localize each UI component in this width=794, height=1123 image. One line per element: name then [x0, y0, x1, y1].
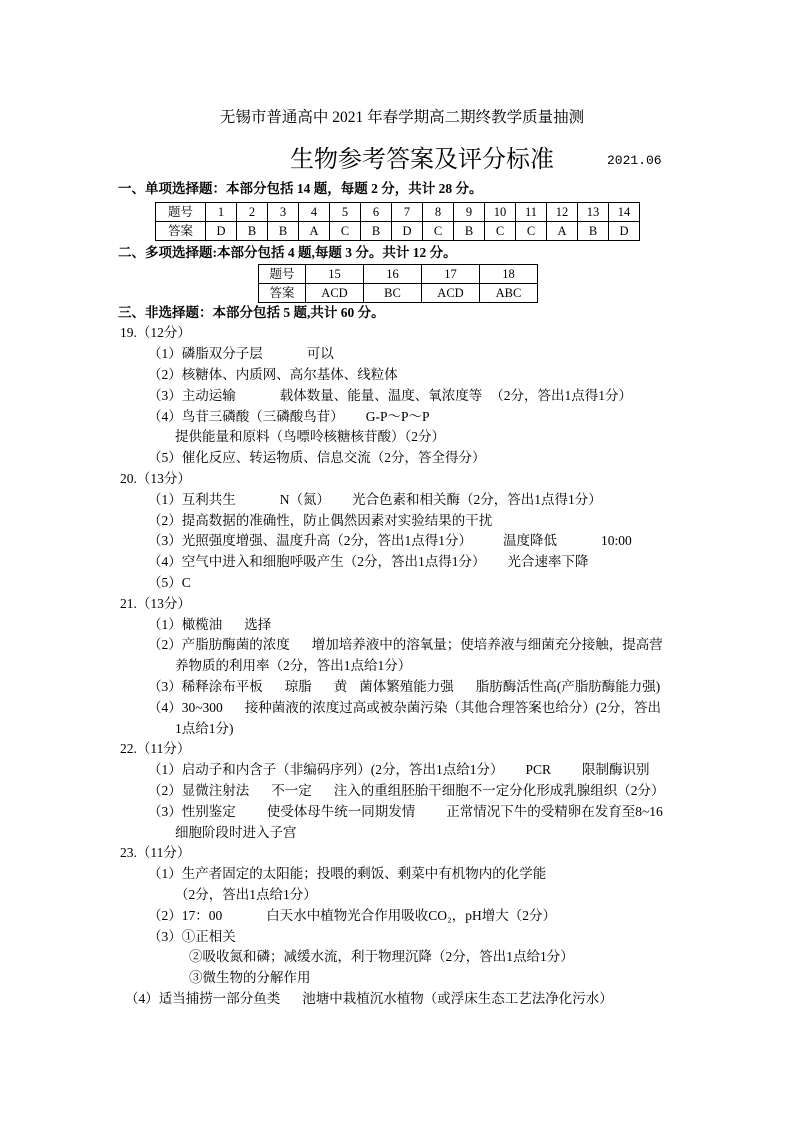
question-number-cell: 6 [361, 203, 392, 222]
question-number-cell: 15 [306, 265, 364, 284]
answer-text: （4）鸟苷三磷酸（三磷酸鸟苷） [148, 408, 344, 424]
answer-text: 载体数量、能量、温度、氧浓度等 [279, 387, 483, 403]
answer-cell: C [485, 222, 516, 241]
answer-text: （1）磷脂双分子层 [148, 346, 263, 362]
answer-text: （4）30~300 [148, 699, 223, 715]
answer-cell: D [392, 222, 423, 241]
answer-text: （3）光照强度增强、温度升高（2分，答出1点得1分） [148, 533, 472, 549]
answer-cell: B [578, 222, 609, 241]
answer-text: 注入的重组胚胎干细胞不一定分化形成乳腺组织（2分） [333, 782, 665, 798]
question-header-20: 20.（13分） [120, 470, 191, 486]
question-number-cell: 14 [609, 203, 640, 222]
answer-line [0, 490, 794, 511]
question-number-cell: 16 [364, 265, 422, 284]
answer-continuation-line [0, 968, 794, 989]
answer-text: （5）C [148, 574, 191, 590]
document-date: 2021.06 [607, 153, 662, 168]
answer-text: 10:00 [601, 533, 632, 549]
answer-text: 提供能量和原料（鸟嘌呤核糖核苷酸）（2分） [175, 429, 445, 445]
row-label-cell: 题号 [156, 203, 206, 222]
answer-text: PCR [525, 762, 552, 778]
answer-text: ③微生物的分解作用 [189, 970, 311, 986]
row-label-cell: 答案 [156, 222, 206, 241]
answer-text: （2）产脂肪酶菌的浓度 [148, 637, 290, 653]
answer-text: 细胞阶段时进入子宫 [175, 824, 297, 840]
answer-text: 白天水中植物光合作用吸收CO₂，pH增大（2分） [266, 907, 556, 923]
answer-text: G-P～P～P [365, 408, 430, 424]
answer-text: （4）适当捕捞一部分鱼类 [125, 990, 281, 1006]
answer-cell: C [330, 222, 361, 241]
answer-text: （1）启动子和内含子（非编码序列）(2分，答出1点给1分） [148, 762, 504, 778]
scoring-note: （2分，答出1点得1分） [490, 387, 632, 403]
answer-line [0, 573, 794, 594]
answer-continuation-line [0, 656, 794, 677]
section-heading-free-response: 三、非选择题：本部分包括 5 题,共计 60 分。 [118, 304, 385, 320]
answer-line [0, 344, 794, 365]
answer-cell: B [454, 222, 485, 241]
answer-text: （2）提高数据的准确性，防止偶然因素对实验结果的干扰 [148, 512, 493, 528]
answer-line [0, 448, 794, 469]
question-number-cell: 12 [547, 203, 578, 222]
answer-cell: B [237, 222, 268, 241]
answer-text: 池塘中栽植沉水植物（或浮床生态工艺法净化污水） [302, 990, 613, 1006]
answer-text: （2）显微注射法 [148, 782, 250, 798]
answer-text: （1）互利共生 [148, 491, 236, 507]
answer-line [0, 760, 794, 781]
answer-text: （2）核糖体、内质网、高尔基体、线粒体 [148, 366, 398, 382]
answer-line [0, 635, 794, 656]
question-number-cell: 10 [485, 203, 516, 222]
answer-cell: A [547, 222, 578, 241]
question-number-cell: 17 [422, 265, 480, 284]
answer-text: 不一定 [271, 782, 312, 798]
question-number-cell: 3 [268, 203, 299, 222]
answer-text: 光合色素和相关酶（2分，答出1点得1分） [352, 491, 602, 507]
question-number-cell: 18 [480, 265, 538, 284]
answer-text: 1点给1分) [175, 720, 234, 736]
question-number-cell: 2 [237, 203, 268, 222]
answer-continuation-line [0, 719, 794, 740]
section-heading-multiple-choice: 二、多项选择题:本部分包括 4 题,每题 3 分。共计 12 分。 [118, 245, 457, 260]
question-number-cell: 5 [330, 203, 361, 222]
answer-line [0, 781, 794, 802]
question-number-row [156, 203, 640, 222]
answer-line [0, 864, 794, 885]
question-number-cell: 1 [206, 203, 237, 222]
answer-cell: ACD [422, 284, 480, 303]
row-label-cell: 题号 [259, 265, 306, 284]
document-title: 无锡市普通高中 2021 年春学期高二期终教学质量抽测 [219, 109, 585, 126]
answer-text: 可以 [306, 346, 334, 362]
answer-text: （4）空气中进入和细胞呼吸产生（2分，答出1点得1分） [148, 554, 486, 570]
answer-cell: B [361, 222, 392, 241]
answer-line [0, 511, 794, 532]
answer-text: 脂肪酶活性高(产脂肪酶能力强) [475, 678, 661, 694]
answer-line [0, 365, 794, 386]
answer-cell: D [206, 222, 237, 241]
answer-line [0, 677, 794, 698]
answer-cell: ABC [480, 284, 538, 303]
answer-text: 增加培养液中的溶氧量；使培养液与细菌充分接触，提高营 [311, 637, 663, 653]
question-number-row [259, 265, 538, 284]
question-number-cell: 9 [454, 203, 485, 222]
answer-line [0, 698, 794, 719]
answer-continuation-line [0, 427, 794, 448]
answer-text: （3）主动运输 [148, 387, 236, 403]
answer-text: （3）①正相关 [148, 928, 236, 944]
answer-text: 琼脂 [284, 678, 312, 694]
answer-text: 菌体繁殖能力强 [359, 678, 454, 694]
answer-cell: A [299, 222, 330, 241]
answer-line [0, 927, 794, 948]
answer-text: 选择 [244, 616, 272, 632]
answer-text: 养物质的利用率（2分，答出1点给1分） [175, 658, 412, 674]
row-label-cell: 答案 [259, 284, 306, 303]
answer-continuation-line [0, 823, 794, 844]
section-heading-single-choice: 一、单项选择题：本部分包括 14 题，每题 2 分，共计 28 分。 [118, 181, 483, 196]
answer-text: 限制酶识别 [582, 762, 650, 778]
answer-text: （3）稀释涂布平板 [148, 678, 263, 694]
answer-line [0, 615, 794, 636]
answer-text: 光合速率下降 [507, 554, 589, 570]
question-header-22: 22.（11分） [120, 741, 191, 757]
free-response-answers [0, 303, 794, 1010]
answer-text: 使受体母牛统一同期发情 [266, 803, 416, 819]
question-number-cell: 8 [423, 203, 454, 222]
question-number-cell: 11 [516, 203, 547, 222]
answer-text: 黄 [333, 678, 348, 694]
answer-continuation-line [0, 947, 794, 968]
answer-line [0, 906, 794, 927]
answer-text: （1）橄榄油 [148, 616, 223, 632]
answer-text: （1）生产者固定的太阳能；投喂的剩饭、剩菜中有机物内的化学能 [148, 866, 547, 882]
answer-text: （3）性别鉴定 [148, 803, 236, 819]
answer-cell: C [423, 222, 454, 241]
answer-cell: B [268, 222, 299, 241]
answer-text: 接种菌液的浓度过高或被杂菌污染（其他合理答案也给分）(2分，答出 [244, 699, 662, 715]
answer-row [156, 222, 640, 241]
question-number-cell: 4 [299, 203, 330, 222]
answer-line [0, 386, 794, 407]
single-choice-answer-table [155, 202, 640, 241]
answer-text: （2）17：00 [148, 907, 223, 923]
question-number-cell: 13 [578, 203, 609, 222]
question-header-19: 19.（12分） [120, 325, 191, 341]
multiple-choice-answer-table [258, 264, 538, 303]
question-header-21: 21.（13分） [120, 595, 191, 611]
answer-line [0, 531, 794, 552]
answer-row [259, 284, 538, 303]
answer-text: N（氮） [279, 491, 330, 507]
question-number-cell: 7 [392, 203, 423, 222]
answer-line [0, 989, 794, 1010]
answer-line [0, 802, 794, 823]
answer-text: 正常情况下牛的受精卵在发育至8~16 [446, 803, 663, 819]
answer-cell: D [609, 222, 640, 241]
answer-text: 温度降低 [503, 533, 557, 549]
answer-line [0, 407, 794, 428]
answer-line [0, 552, 794, 573]
answer-text: （5）催化反应、转运物质、信息交流（2分，答全得分） [148, 450, 486, 466]
document-subtitle: 生物参考答案及评分标准 [290, 147, 554, 173]
answer-text: ②吸收氮和磷；减缓水流，利于物理沉降（2分，答出1点给1分） [189, 949, 574, 965]
answer-cell: ACD [306, 284, 364, 303]
answer-continuation-line [0, 885, 794, 906]
answer-cell: C [516, 222, 547, 241]
answer-cell: BC [364, 284, 422, 303]
question-header-23: 23.（11分） [120, 845, 191, 861]
scoring-note: （2分，答出1点给1分） [175, 886, 317, 902]
